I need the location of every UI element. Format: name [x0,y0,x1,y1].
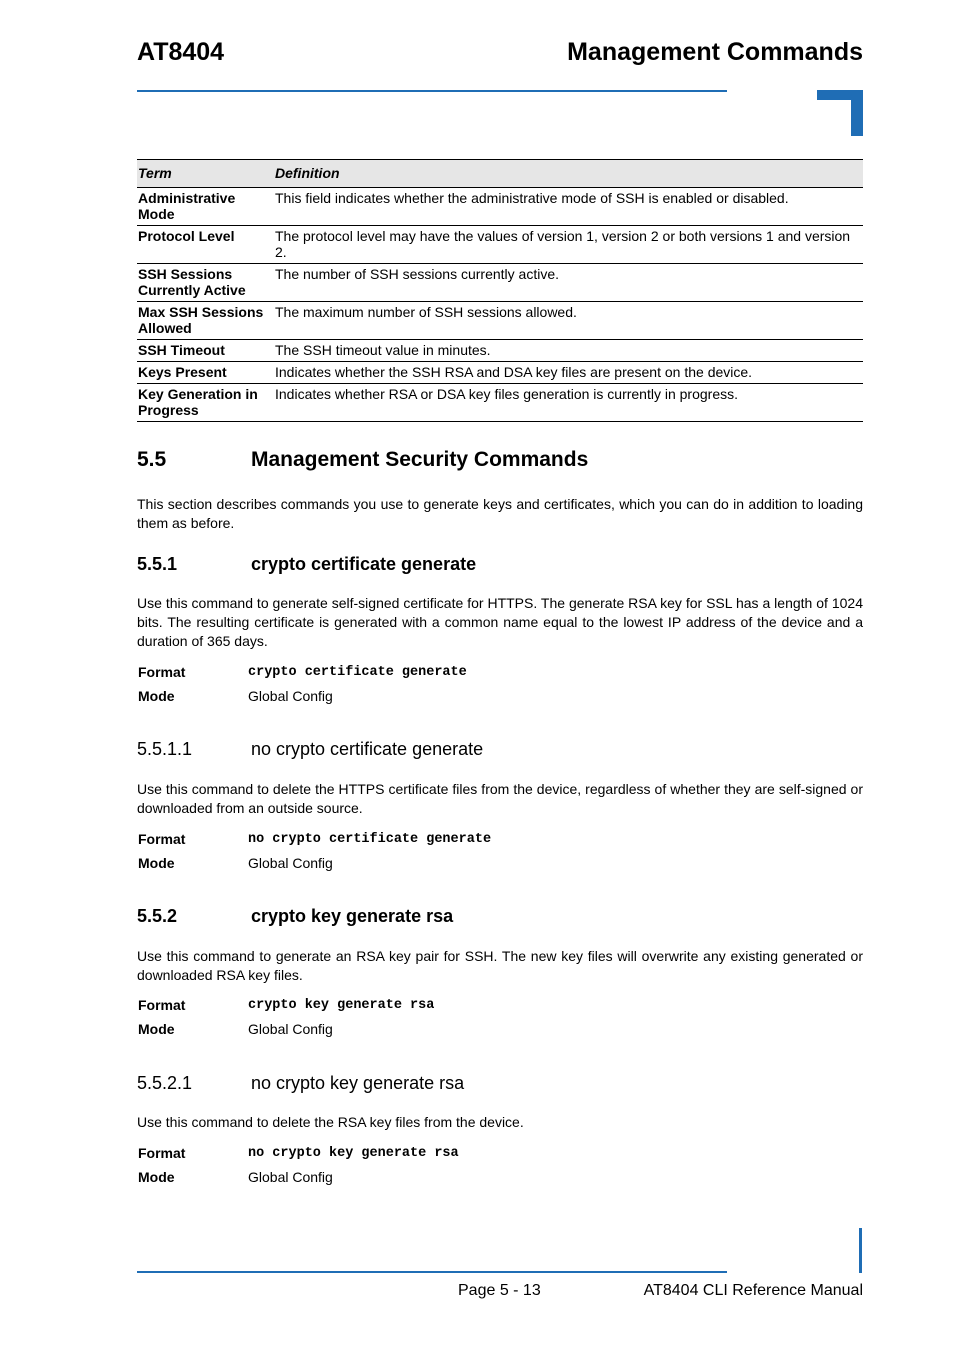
header-chapter: Management Commands [567,38,863,66]
mode-label: Mode [138,688,175,704]
definition-cell: The protocol level may have the values of version 1, version 2 or both versions 1 and version 2. [274,226,863,264]
term-cell: SSH Sessions Currently Active [137,264,274,302]
column-header-definition: Definition [274,160,863,188]
term-cell: Administrative Mode [137,188,274,226]
command-syntax: crypto certificate generate [248,665,467,680]
subsection-description: Use this command to generate self-signed certificate for HTTPS. The generate RSA key for SSL has a length of 1024 bits. The resulting certificate is generated with a common name equal to the lowest IP address of the device and a duration of 365 days. [137,595,863,649]
term-cell: Max SSH Sessions Allowed [137,302,274,340]
section-title: Management Security Commands [251,448,589,471]
format-label: Format [138,997,186,1013]
footer-corner-mark [859,1228,862,1273]
subsubsection-description: Use this command to delete the HTTPS certificate files from the device, regardless of whether they are self-signed or downloaded from an outside source. [137,781,863,816]
subsubsection-number: 5.5.2.1 [137,1073,193,1093]
mode-label: Mode [138,1169,175,1185]
command-mode: Global Config [248,855,333,871]
subsection-title: crypto certificate generate [251,554,477,574]
definition-cell: Indicates whether the SSH RSA and DSA key files are present on the device. [274,362,863,384]
definition-cell: This field indicates whether the administrative mode of SSH is enabled or disabled. [274,188,863,226]
subsection-description: Use this command to generate an RSA key pair for SSH. The new key files will overwrite any existing generated or downloaded RSA key files. [137,948,863,983]
definition-cell: The SSH timeout value in minutes. [274,340,863,362]
definition-cell: The maximum number of SSH sessions allowed. [274,302,863,340]
subsubsection-title: no crypto key generate rsa [251,1073,465,1093]
column-header-term: Term [137,160,274,188]
table-row [137,362,863,384]
command-mode: Global Config [248,1169,333,1185]
subsection-heading [137,554,476,575]
manual-title: AT8404 CLI Reference Manual [643,1282,863,1299]
table-row [137,188,863,226]
subsubsection-heading [137,1073,464,1094]
term-cell: Protocol Level [137,226,274,264]
definition-cell: The number of SSH sessions currently active. [274,264,863,302]
footer-rule [137,1271,727,1273]
header-corner-mark [817,90,863,136]
mode-label: Mode [138,1021,175,1037]
table-row [137,226,863,264]
term-cell: Keys Present [137,362,274,384]
page-number: Page 5 - 13 [458,1282,541,1299]
section-intro: This section describes commands you use to generate keys and certificates, which you can do in addition to loading them as before. [137,496,863,531]
command-mode: Global Config [248,688,333,704]
command-syntax: crypto key generate rsa [248,998,435,1013]
term-cell: SSH Timeout [137,340,274,362]
format-label: Format [138,831,186,847]
command-mode: Global Config [248,1021,333,1037]
definition-cell: Indicates whether RSA or DSA key files generation is currently in progress. [274,384,863,422]
table-row [137,384,863,422]
format-label: Format [138,1145,186,1161]
command-syntax: no crypto key generate rsa [248,1146,459,1161]
section-number: 5.5 [137,448,167,471]
section-heading [137,448,588,472]
term-cell: Key Generation in Progress [137,384,274,422]
subsection-number: 5.5.2 [137,906,178,926]
table-row [137,264,863,302]
header-product: AT8404 [137,38,225,66]
subsubsection-title: no crypto certificate generate [251,739,484,759]
subsubsection-heading [137,739,483,760]
mode-label: Mode [138,855,175,871]
subsection-heading [137,906,453,927]
subsection-title: crypto key generate rsa [251,906,454,926]
command-syntax: no crypto certificate generate [248,832,492,847]
subsubsection-description: Use this command to delete the RSA key files from the device. [137,1114,524,1130]
subsubsection-number: 5.5.1.1 [137,739,193,759]
ssh-definitions-table [137,159,863,422]
table-row [137,302,863,340]
table-row [137,340,863,362]
format-label: Format [138,664,186,680]
subsection-number: 5.5.1 [137,554,178,574]
header-rule [137,90,727,92]
